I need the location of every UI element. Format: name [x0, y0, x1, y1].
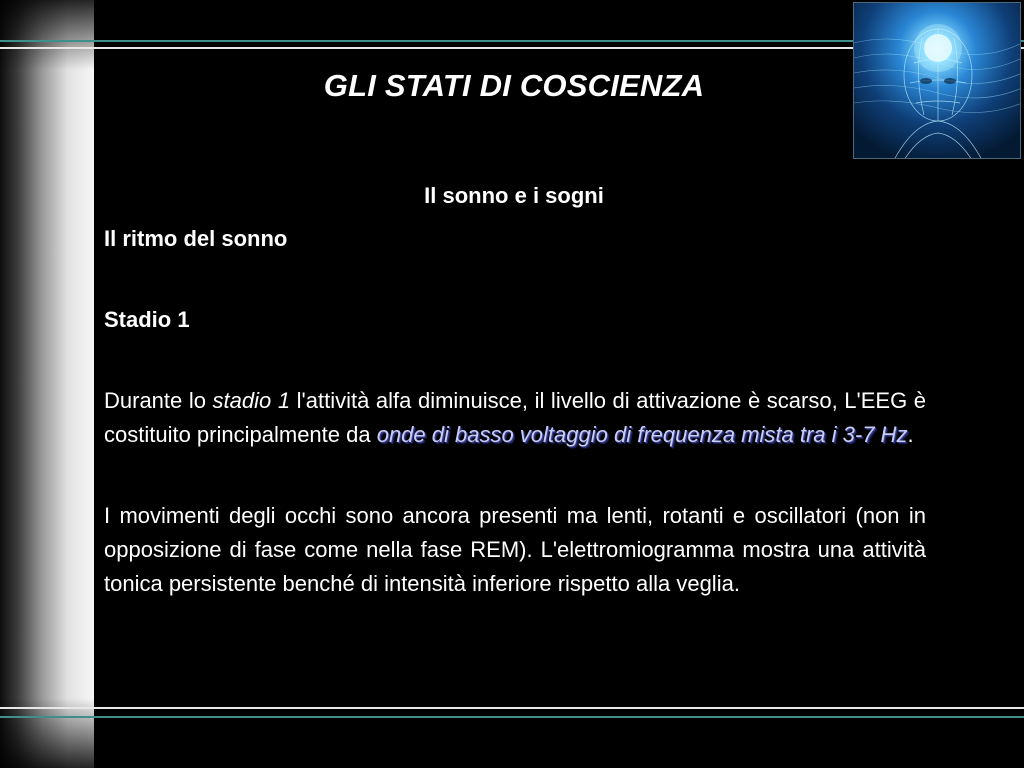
section-heading: Il ritmo del sonno	[104, 226, 288, 251]
paragraph-eye-movements: I movimenti degli occhi sono ancora presenti ma lenti, rotanti e oscillatori (non in opposizione di fase come nella fase REM). L'elettromiogramma mostra una attività tonica persistente benché di intensità inferiore rispetto alla veglia.	[104, 503, 926, 596]
paragraph-text: .	[907, 422, 914, 447]
slide-title: GLI STATI DI COSCIENZA	[323, 68, 705, 103]
paragraph-stage-description	[104, 384, 926, 452]
bottom-accent-line	[0, 716, 1024, 718]
bottom-divider-line	[0, 707, 1024, 709]
stage-heading: Stadio 1	[104, 307, 190, 332]
paragraph-text: l'attività alfa diminuisce, il livello di attivazione è scarso, L'EEG è costituito principalmente da	[104, 388, 926, 447]
paragraph-text: Durante lo	[104, 388, 213, 413]
highlighted-phrase: onde di basso voltaggio di frequenza mista tra i 3-7 Hz	[376, 422, 908, 447]
slide-content	[104, 222, 926, 601]
slide-subtitle: Il sonno e i sogni	[424, 183, 604, 208]
side-gradient-bar	[0, 0, 94, 768]
italic-term: stadio 1	[212, 388, 291, 413]
